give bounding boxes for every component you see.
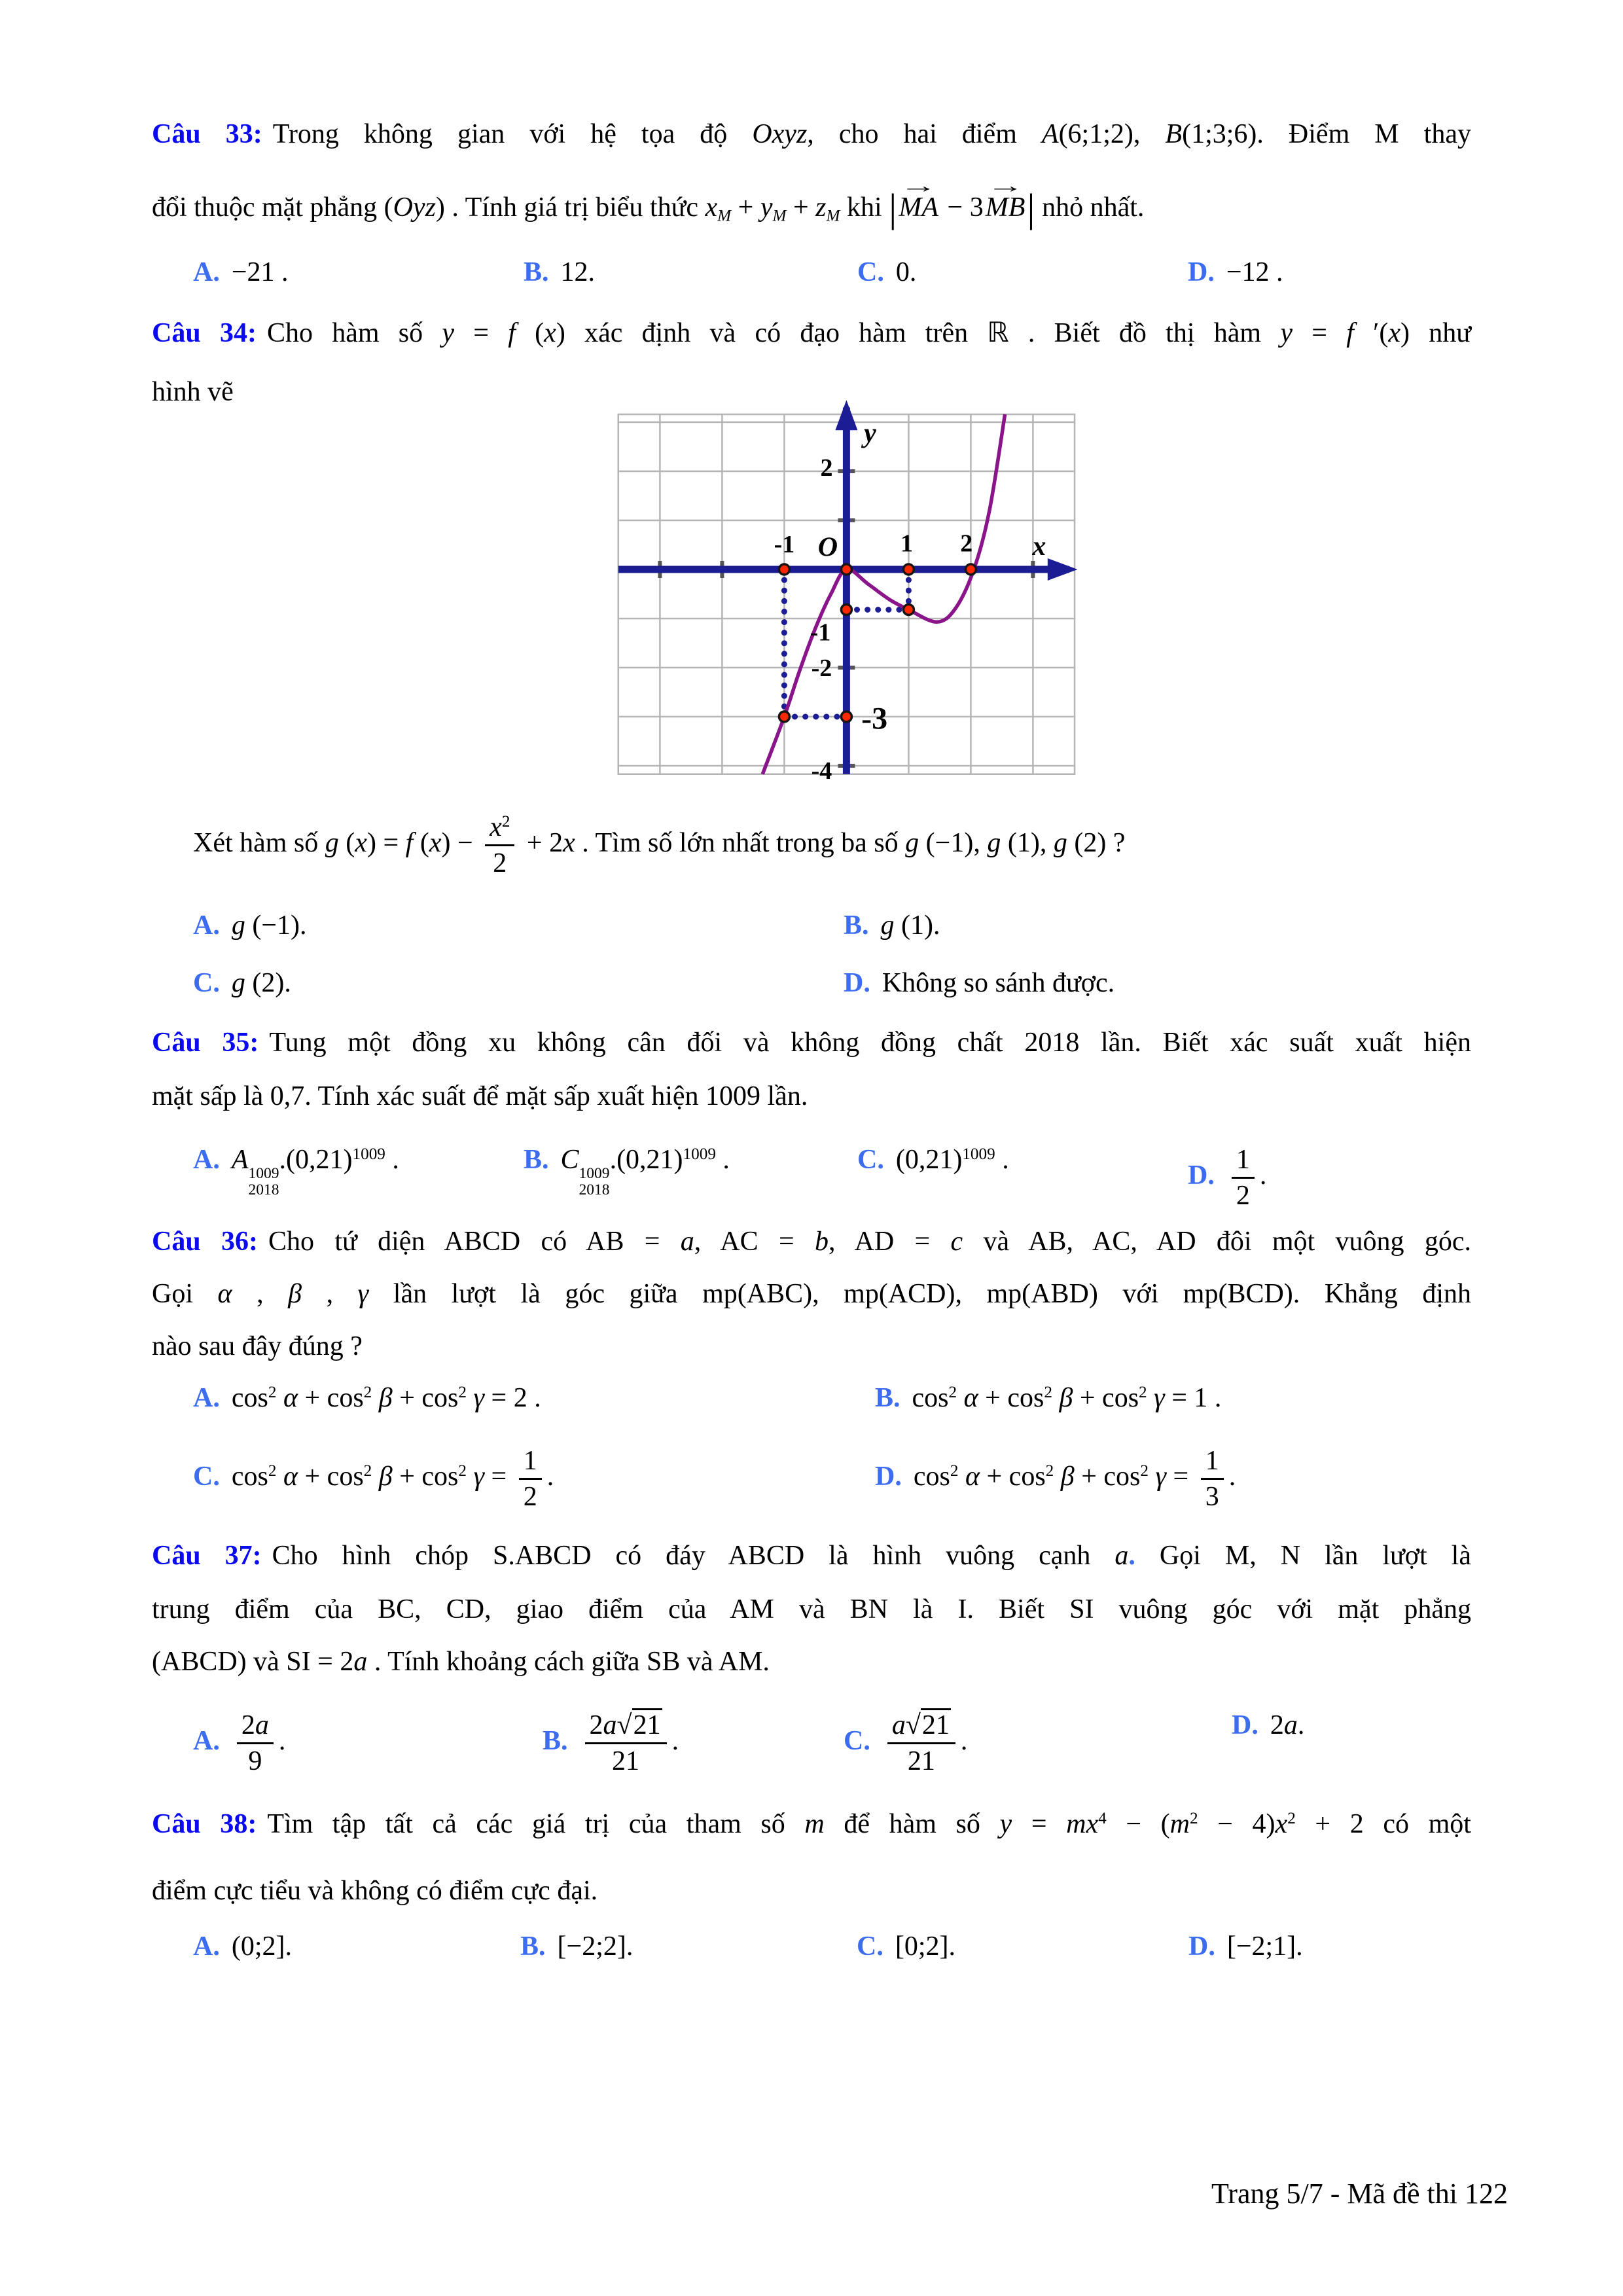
option-36-B: B. $\cos^2 \alpha + \cos^2 \beta + \cos^2 \gamma = 1$ . (875, 1383, 1222, 1413)
svg-text:O: O (817, 532, 838, 563)
option-35-A: A. A 1009 2018 $.(0,21)^{1009}$ . (193, 1145, 399, 1198)
option-38-C: C. [0;2]. (857, 1931, 955, 1962)
svg-text:2: 2 (960, 529, 973, 558)
svg-text:y: y (864, 418, 876, 449)
svg-text:-1: -1 (810, 619, 831, 647)
question-38-line-2 (152, 1873, 1471, 1909)
svg-text:2: 2 (820, 454, 833, 482)
option-34-C: C. g (2). (193, 968, 291, 998)
question-38-label: Câu 38: (152, 1809, 257, 1839)
question-36-text-2: Gọi α , β , γ lần lượt là góc giữa mp(ABC), mp(ACD), mp(ABD) với mp(BCD). Khẳng định (152, 1279, 1472, 1309)
question-33-line-1 (152, 117, 1471, 152)
question-34-line-1 (152, 314, 1471, 351)
question-35-label: Câu 35: (152, 1028, 259, 1058)
question-33-label: Câu 33: (152, 119, 262, 149)
question-34-text-1: Cho hàm số y = f (x) xác định và có đạo hàm trên ℝ . Biết đồ thị hàm y = f ′(x) như (266, 316, 1471, 348)
question-35-line-1 (152, 1025, 1471, 1061)
question-37-text-1: Cho hình chóp S.ABCD có đáy ABCD là hình vuông cạnh a. Gọi M, N lần lượt là (272, 1541, 1471, 1571)
svg-text:-4: -4 (811, 757, 832, 780)
option-34-A: A. g (−1). (193, 910, 307, 941)
question-37-label: Câu 37: (152, 1541, 262, 1571)
option-37-A: A. $\frac{2a}{9}$ . (193, 1710, 286, 1777)
svg-text:1: 1 (901, 529, 914, 558)
question-36-text-3: nào sau đây đúng ? (152, 1331, 363, 1361)
option-34-D: D. Không so sánh được. (844, 968, 1115, 998)
option-33-A: A. −21 . (193, 257, 289, 287)
option-38-D: D. [−2;1]. (1188, 1931, 1303, 1962)
option-35-D: D. $\frac{1}{2}$ . (1188, 1145, 1267, 1211)
question-37-text-2: trung điểm của BC, CD, giao điểm của AM và BN là I. Biết SI vuông góc với mặt phẳng (152, 1594, 1471, 1624)
question-36-line-2 (152, 1276, 1471, 1312)
question-35-text-2: mặt sấp là 0,7. Tính xác suất để mặt sấp xuất hiện 1009 lần. (152, 1081, 808, 1111)
option-37-C: C. $\frac{a√21}{21}$ . (844, 1710, 967, 1778)
option-36-A: A. $\cos^2 \alpha + \cos^2 \beta + \cos^2 \gamma = 2$ . (193, 1383, 541, 1413)
question-37-line-1 (152, 1538, 1471, 1574)
svg-text:-1: -1 (774, 531, 795, 559)
svg-text:-2: -2 (811, 655, 832, 683)
question-33-text-1: Trong không gian với hệ tọa độ Oxyz, cho hai điểm A(6;1;2), B(1;3;6). Điểm M thay (272, 119, 1471, 149)
question-34-text-3: Xét hàm số g (x) = f (x) − $\frac{x^2}{2}$ + 2x . Tìm số lớn nhất trong ba số g (−1), g (1), g (2) ? (193, 812, 1126, 879)
question-36-line-1 (152, 1224, 1471, 1260)
question-36-line-3 (152, 1329, 1471, 1365)
question-34-label: Câu 34: (152, 318, 257, 348)
option-36-C: C. $\cos^2 \alpha + \cos^2 \beta + \cos^2 \gamma$ = $\frac{1}{2}$ . (193, 1446, 554, 1513)
question-38-text-1: Tìm tập tất cả các giá trị của tham số m để hàm số $y = mx^4 - (m^2 - 4)x^2 + 2$ có một (267, 1809, 1471, 1839)
question-36-label: Câu 36: (152, 1227, 259, 1257)
option-35-C: C. $(0,21)^{1009}$ . (857, 1145, 1009, 1175)
option-35-B: B. C 1009 2018 $.(0,21)^{1009}$ . (524, 1145, 730, 1198)
option-34-B: B. g (1). (844, 910, 940, 941)
question-37-line-2 (152, 1592, 1471, 1628)
option-37-B: B. $\frac{2a√21}{21}$ . (543, 1710, 679, 1778)
option-38-A: A. (0;2]. (193, 1931, 292, 1962)
question-38-options (152, 1931, 1471, 2029)
option-36-D: D. $\cos^2 \alpha + \cos^2 \beta + \cos^2 \gamma$ = $\frac{1}{3}$ . (875, 1446, 1236, 1513)
question-35-text-1: Tung một đồng xu không cân đối và không đồng chất 2018 lần. Biết xác suất xuất hiện (269, 1028, 1471, 1058)
f-prime-graph (615, 397, 1077, 780)
option-38-B: B. [−2;2]. (520, 1931, 633, 1962)
question-38-line-1 (152, 1806, 1471, 1842)
question-38-text-2: điểm cực tiểu và không có điểm cực đại. (152, 1876, 598, 1906)
question-33-text-2: đổi thuộc mặt phẳng (Oyz) . Tính giá trị biểu thức $x_M + y_M + z_M$ khi | → MA − 3 → MB| nhỏ nhất. (152, 174, 1145, 231)
question-36-text-1: Cho tứ diện ABCD có AB = a, AC = b, AD = c và AB, AC, AD đôi một vuông góc. (268, 1227, 1471, 1257)
question-37-line-3 (152, 1644, 1471, 1680)
option-33-D: D. −12 . (1188, 257, 1283, 287)
question-36-options-row-2 (152, 1445, 1471, 1543)
svg-text:-3: -3 (861, 701, 888, 736)
option-33-B: B. 12. (524, 257, 596, 287)
page-footer: Trang 5/7 - Mã đề thi 122 (1211, 2178, 1508, 2210)
option-33-C: C. 0. (857, 257, 917, 287)
question-33-line-2 (152, 174, 1471, 236)
svg-text:x: x (1032, 531, 1046, 562)
option-37-D: D. 2a. (1232, 1710, 1305, 1740)
question-34-line-3 (193, 812, 1471, 880)
question-34-text-2: hình vẽ (152, 377, 234, 407)
question-35-line-2 (152, 1079, 1471, 1115)
question-37-options (152, 1710, 1471, 1808)
question-37-text-3: (ABCD) và SI = 2a . Tính khoảng cách giữa SB và AM. (152, 1647, 770, 1677)
